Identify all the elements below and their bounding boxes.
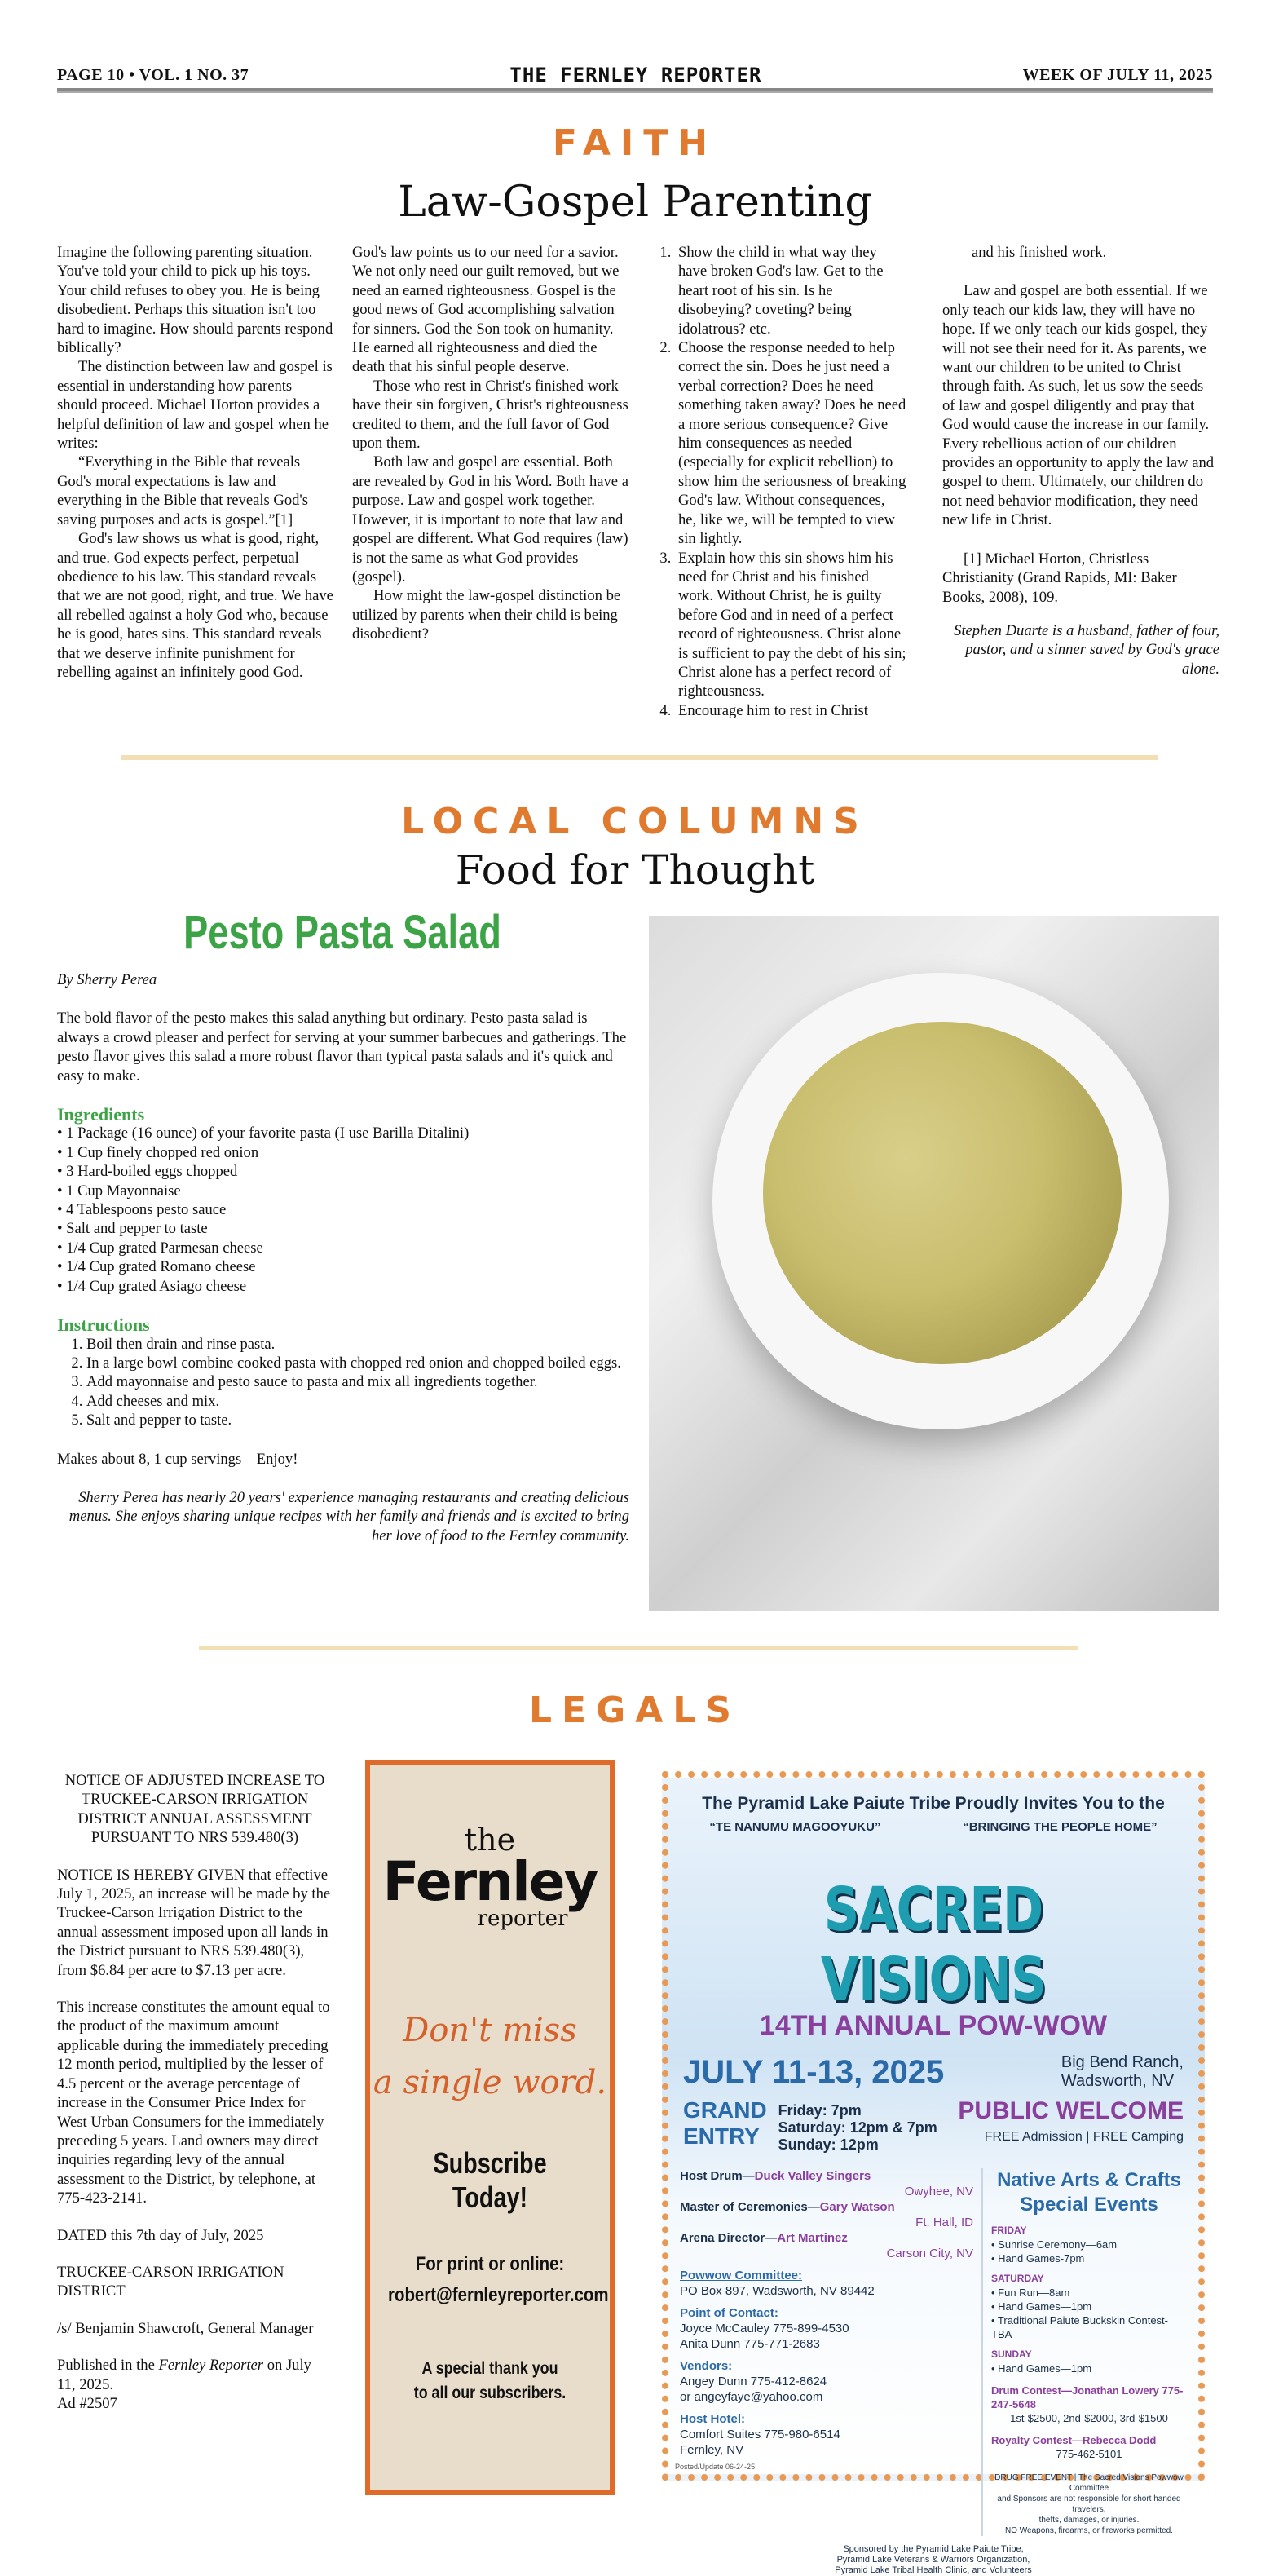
faith-headline: Law-Gospel Parenting [398, 178, 872, 227]
mc-name: Gary Watson [819, 2200, 895, 2214]
flyer-details [668, 2168, 1198, 2536]
logo-the: the [464, 1822, 516, 1858]
host-drum [680, 2168, 973, 2184]
logo-reporter: reporter [477, 1907, 568, 1931]
mc-label: Master of Ceremonies— [680, 2200, 820, 2214]
ingredient-item: • 1/4 Cup grated Romano cheese [57, 1258, 256, 1276]
paragraph: Both law and gospel are essential. Both are revealed by God in his Word. Both have a purpose. Law and gospel work together. However, it is important to note that law and gospel are different. What God requires (law) is not the same as what God provides (gospel). [352, 453, 628, 585]
list-item: 1. Show the child in what way they have broken God's law. Get to the heart root of his sin. Is he disobeying? coveting? being idolatrous? etc. [675, 243, 906, 338]
arena-label: Arena Director— [680, 2231, 778, 2245]
page-info: PAGE 10 • VOL. 1 NO. 37 [57, 65, 249, 84]
entry-word: ENTRY [683, 2123, 760, 2149]
quote-left: “TE NANUMU MAGOOYUKU” [709, 1820, 881, 1834]
subscribe-cta: Subscribe Today! [433, 2146, 547, 2214]
flyer-contacts [680, 2168, 973, 2536]
notice-title: NOTICE OF ADJUSTED INCREASE TO TRUCKEE-CARSON IRRIGATION DISTRICT ANNUAL ASSESSMENT PURSUANT TO NRS 539.480(3) [64, 1772, 325, 1847]
list-item: 4. Encourage him to rest in Christ [675, 701, 906, 720]
ingredient-item: • 1/4 Cup grated Asiago cheese [57, 1277, 247, 1295]
thanks-line-1: A special thank you [421, 2359, 558, 2378]
contact-line: Joyce McCauley 775-899-4530 [680, 2322, 849, 2335]
fine-line: thefts, damages, or injuries. [1038, 2516, 1140, 2525]
event-item: • Hand Games—1pm [991, 2362, 1092, 2375]
instruction-step: 2. In a large bowl combine cooked pasta with chopped red onion and chopped boiled eggs. [86, 1354, 629, 1372]
powwow-flyer [662, 1771, 1205, 2575]
ingredients-list [57, 1124, 629, 1296]
hotel-line: Fernley, NV [680, 2443, 744, 2457]
hotel-line: Comfort Suites 775-980-6514 [680, 2428, 840, 2441]
paragraph: God's law shows us what is good, right, and true. God expects perfect, perpetual obedience to his law. This standard reveals that we are not good, right, and true. We have all rebelled against a holy God who, because he is good, hates sins. This standard reveals that we deserve infinite punishment for rebelling against an infinitely good God. [57, 530, 333, 681]
print-online [388, 2249, 609, 2311]
instruction-step: 5. Salt and pepper to taste. [86, 1411, 629, 1429]
issue-week: WEEK OF JULY 11, 2025 [1022, 65, 1213, 84]
contact-email[interactable]: robert@fernleyreporter.com [388, 2284, 609, 2306]
instruction-step: 1. Boil then drain and rinse pasta. [86, 1335, 629, 1354]
paragraph: TRUCKEE-CARSON IRRIGATION DISTRICT [57, 2263, 284, 2300]
host-drum-name: Duck Valley Singers [754, 2169, 871, 2183]
paragraph: Imagine the following parenting situation. You've told your child to pick up his toys. Your child refuses to obey you. He is being disobedient. Perhaps this situation isn't too hard to imagine. How should parents respond biblically? [57, 244, 333, 357]
vendors-line: Angey Dunn 775-412-8624 [680, 2375, 827, 2388]
faith-column-3 [642, 243, 906, 720]
place-line-2: Wadsworth, NV [1061, 2072, 1175, 2090]
masthead [57, 59, 1213, 91]
event-item: • Traditional Paiute Buckskin Contest-TBA [991, 2314, 1168, 2340]
steps-list [642, 243, 906, 720]
fine-line: and Sponsors are not responsible for short handed travelers, [997, 2494, 1181, 2514]
place-line-1: Big Bend Ranch, [1061, 2053, 1184, 2071]
faith-column-4 [942, 243, 1219, 678]
fine-line: NO Weapons, firearms, or fireworks permitted. [1005, 2526, 1173, 2535]
grand-word: GRAND [683, 2097, 767, 2123]
sunday-label: SUNDAY [991, 2348, 1032, 2360]
ingredient-item: • 1 Cup Mayonnaise [57, 1182, 181, 1200]
masthead-rule [57, 88, 1213, 93]
arena-director [680, 2230, 973, 2246]
host-drum-location: Owyhee, NV [904, 2185, 973, 2198]
legal-notice [57, 1771, 333, 2431]
public-welcome: PUBLIC WELCOME [958, 2097, 1184, 2124]
paper-name: THE FERNLEY REPORTER [509, 64, 762, 86]
quote-right: “BRINGING THE PEOPLE HOME” [963, 1820, 1158, 1834]
event-item: • Hand Games-7pm [991, 2252, 1085, 2264]
paragraph: How might the law-gospel distinction be utilized by parents when their child is being disobedient? [352, 587, 621, 643]
drum-prizes: 1st-$2500, 2nd-$2000, 3rd-$1500 [1010, 2412, 1168, 2424]
section-legals: LEGALS [529, 1690, 741, 1731]
committee-address: PO Box 897, Wadsworth, NV 89442 [680, 2284, 875, 2298]
tagline-line-2: a single word. [373, 2064, 607, 2101]
admission-note: FREE Admission | FREE Camping [984, 2130, 1184, 2144]
grand-entry [683, 2097, 937, 2154]
arena-location: Carson City, NV [886, 2247, 973, 2260]
faith-column-1 [57, 243, 334, 682]
tagline [370, 2004, 610, 2109]
logo-brand: Fernley [382, 1850, 598, 1913]
vendors-label: Vendors: [680, 2359, 733, 2373]
saturday-label: SATURDAY [991, 2273, 1044, 2284]
recipe-title: Pesto Pasta Salad [183, 906, 501, 959]
event-item: • Hand Games—1pm [991, 2300, 1092, 2313]
servings-note: Makes about 8, 1 cup servings – Enjoy! [57, 1450, 298, 1468]
instructions-heading: Instructions [57, 1315, 150, 1336]
sponsor-line: Pyramid Lake Veterans & Warriors Organization, [836, 2555, 1030, 2565]
paragraph: DATED this 7th day of July, 2025 [57, 2226, 264, 2244]
list-item: 3. Explain how this sin shows him his need for Christ and his finished work. Without Christ, he is guilty before God and in need of a perfect record of righteousness. Christ alone is sufficient to pay the debt of his sin; Christ alone has a perfect record of righteousness. [675, 549, 906, 701]
committee-label: Powwow Committee: [680, 2269, 803, 2282]
ingredient-item: • Salt and pepper to taste [57, 1220, 208, 1238]
column-headline: Food for Thought [455, 846, 815, 894]
published-prefix: Published in the [57, 2357, 159, 2375]
subscribe-ad[interactable] [365, 1760, 615, 2495]
entry-row [668, 2097, 1198, 2154]
paragraph: NOTICE IS HEREBY GIVEN that effective July 1, 2025, an increase will be made by the Truckee-Carson Irrigation District to the annual assessment imposed upon all lands in the District pursuant to NRS 539.480(3), from $6.84 per acre to $7.13 per acre. [57, 1866, 331, 1979]
pesto-pasta-photo [649, 916, 1219, 1611]
paragraph: and his finished work. [972, 244, 1107, 261]
paragraph: This increase constitutes the amount equal to the product of the maximum amount applicable during the immediately preceding 12 month period, multiplied by the lesser of 4.5 percent or the average percentage of increase in the Consumer Price Index for West Urban Consumers for the immediately preceding 5 years. Land owners may direct inquiries regarding levy of the annual assessment to the District, by telephone, at 775-423-2141. [57, 1999, 330, 2207]
event-item: • Fun Run—8am [991, 2287, 1070, 2299]
instruction-step: 3. Add mayonnaise and pesto sauce to pasta and mix all ingredients together. [86, 1372, 629, 1391]
event-dates: JULY 11-13, 2025 [683, 2054, 945, 2090]
fine-print [991, 2472, 1187, 2536]
faith-column-2 [352, 243, 629, 644]
master-of-ceremonies [680, 2199, 973, 2215]
paragraph: Those who rest in Christ's finished work have their sin forgiven, Christ's righteousness credited to them, and the full favor of God upon them. [352, 377, 628, 453]
published-paper: Fernley Reporter [158, 2357, 264, 2375]
fine-line: DRUG FREE EVENT | The Sacred Visions Powwow Committee [994, 2473, 1184, 2493]
arts-heading [991, 2168, 1187, 2217]
flyer-title: SACRED VISIONS [820, 1875, 1047, 2015]
event-item: • Sunrise Ceremony—6am [991, 2238, 1118, 2251]
friday-label: FRIDAY [991, 2225, 1027, 2236]
author-bio: Sherry Perea has nearly 20 years' experience managing restaurants and creating delicious menus. She enjoys sharing unique recipes with her family and friends and is excited to bring her love of food to the Fernley community. [68, 1488, 629, 1544]
host-drum-label: Host Drum— [680, 2169, 755, 2183]
royalty-contest: Royalty Contest—Rebecca Dodd [991, 2434, 1157, 2446]
flyer-events [981, 2168, 1187, 2536]
entry-time: Saturday: 12pm & 7pm [778, 2119, 937, 2136]
list-item: 2. Choose the response needed to help correct the sin. Does he just need a verbal correction? Does he need something taken away? Does he need a more serious consequence? Give him consequences as needed (especially for explicit rebellion) to show him the seriousness of breaking God's law. Without consequences, he, like we, will be tempted to view sin lightly. [675, 338, 906, 548]
event-place [1061, 2053, 1184, 2091]
ingredient-item: • 4 Tablespoons pesto sauce [57, 1201, 227, 1219]
divider [199, 1646, 1078, 1650]
entry-times [778, 2097, 937, 2154]
ingredient-item: • 3 Hard-boiled eggs chopped [57, 1163, 238, 1181]
paragraph: The distinction between law and gospel is essential in understanding how parents should proceed. Michael Horton provides a helpful definition of law and gospel when he writes: [57, 358, 333, 453]
contact-label: Point of Contact: [680, 2306, 778, 2320]
welcome-block [958, 2097, 1184, 2154]
posted-date: Posted/Update 06-24-25 [675, 2463, 756, 2471]
hotel-label: Host Hotel: [680, 2412, 745, 2426]
arena-name: Art Martinez [777, 2231, 848, 2245]
recipe-intro: The bold flavor of the pesto makes this salad anything but ordinary. Pesto pasta salad is always a crowd pleaser and perfect for serving at your summer barbecues and gatherings. The pesto flavor gives this salad a more robust flavor than typical pasta salads and it's quick and easy to make. [57, 1010, 627, 1085]
author-bio: Stephen Duarte is a husband, father of four, pastor, and a sinner saved by God's grace alone. [954, 621, 1219, 678]
sponsors [668, 2544, 1198, 2576]
drum-contest: Drum Contest—Jonathan Lowery 775-247-5648 [991, 2384, 1184, 2410]
flyer-subtitle: 14TH ANNUAL POW-WOW [759, 2010, 1108, 2041]
date-row [668, 2053, 1198, 2091]
ingredients-heading: Ingredients [57, 1104, 145, 1125]
pasta-shape [763, 1022, 1122, 1364]
divider [121, 755, 1158, 760]
paragraph: /s/ Benjamin Shawcroft, General Manager [57, 2319, 314, 2337]
instructions-list [57, 1335, 629, 1430]
published-note [57, 2356, 333, 2394]
recipe-body [57, 970, 629, 1545]
sponsor-line: Sponsored by the Pyramid Lake Paiute Tribe, [843, 2544, 1024, 2554]
mc-location: Ft. Hall, ID [915, 2216, 973, 2229]
grand-entry-label [683, 2097, 767, 2154]
ingredient-item: • 1/4 Cup grated Parmesan cheese [57, 1239, 263, 1257]
section-local-columns: LOCAL COLUMNS [401, 801, 869, 842]
published-suffix: on July 11, 2025. [57, 2357, 311, 2393]
thank-you [388, 2357, 592, 2406]
entry-time: Friday: 7pm [778, 2102, 862, 2119]
entry-time: Sunday: 12pm [778, 2136, 879, 2153]
paragraph: Law and gospel are both essential. If we only teach our kids law, they will have no hope. If we only teach our kids gospel, they will not see their need for it. As parents, we want our children to be united to Christ through faith. As such, let us sow the seeds of law and gospel diligently and pray that God would cause the increase in our family. Every rebellious action of our children provides an opportunity to apply the law and gospel to them. Ultimately, our children do not need behavior modification, they need new life in Christ. [942, 282, 1215, 529]
arts-line-2: Special Events [1020, 2194, 1158, 2216]
instruction-step: 4. Add cheeses and mix. [86, 1392, 629, 1411]
arts-line-1: Native Arts & Crafts [997, 2169, 1181, 2191]
contact-line: Anita Dunn 775-771-2683 [680, 2337, 820, 2351]
footnote: [1] Michael Horton, Christless Christianity (Grand Rapids, MI: Baker Books, 2008), 109. [942, 550, 1177, 606]
vendors-line: or angeyfaye@yahoo.com [680, 2390, 823, 2404]
flyer-invite: The Pyramid Lake Paiute Tribe Proudly Invites You to the [702, 1794, 1165, 1813]
royalty-phone: 775-462-5101 [1056, 2448, 1122, 2460]
recipe-author: By Sherry Perea [57, 971, 157, 988]
tagline-line-1: Don't miss [403, 2012, 577, 2049]
ad-number: Ad #2507 [57, 2394, 117, 2412]
thanks-line-2: to all our subscribers. [413, 2384, 567, 2402]
sponsor-line: Pyramid Lake Tribal Health Clinic, and Volunteers [835, 2565, 1032, 2575]
section-faith: FAITH [552, 122, 718, 164]
ingredient-item: • 1 Cup finely chopped red onion [57, 1143, 259, 1161]
paragraph: God's law points us to our need for a savior. We not only need our guilt removed, but we need an earned righteousness. Gospel is the good news of God accomplishing salvation for sinners. God the Son took on humanity. He earned all righteousness and died the death that his sinful people deserve. [352, 244, 620, 376]
flyer-quotes [668, 1820, 1198, 1834]
quote: “Everything in the Bible that reveals God's moral expectations is law and everything in the Bible that reveals God's saving purposes and acts is gospel.”[1] [57, 453, 309, 528]
ingredient-item: • 1 Package (16 ounce) of your favorite pasta (I use Barilla Ditalini) [57, 1125, 470, 1142]
print-label: For print or online: [415, 2253, 565, 2275]
